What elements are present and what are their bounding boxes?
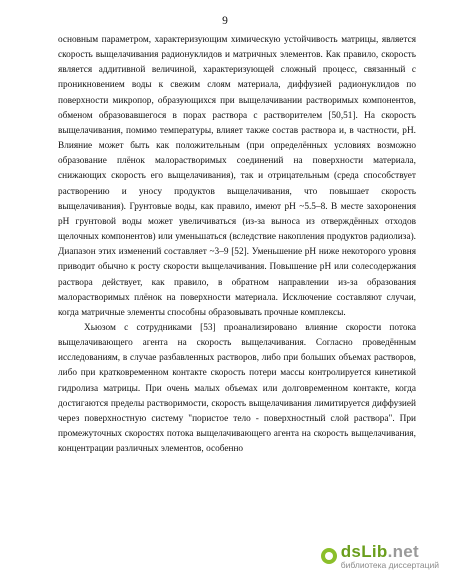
dslib-watermark: [319, 541, 443, 572]
watermark-brand: [341, 543, 439, 560]
leaf-circle-icon: [321, 548, 337, 564]
watermark-brand-tld: .net: [387, 541, 420, 561]
paragraph-1: основным параметром, характеризующим химическую устойчивость матрицы, является скорость выщелачивания радионуклидов и матричных элементов. Как правило, скорость является аддитивной величиной, характеризующей сложный процесс, связанный с проникновением воды к свежим слоям материала, диффузией радионуклидов по поверхности микропор, образующихся при выщелачивании растворимых компонентов, обменом образовавшегося в порах раствора с растворителем [50,51]. На скорость выщелачивания, помимо температуры, влияет также состав раствора и, в частности, рН. Влияние может быть как положительным (при определённых условиях возможно образование плёнок малорастворимых соединений на поверхности материала, снижающих скорость его выщелачивания), так и отрицательным (среда способствует растворению и уносу продуктов выщелачивания, что повышает скорость выщелачивания). Грунтовые воды, как правило, имеют рН ~5.5–8. В месте захоронения рН грунтовой воды может увеличиваться (из-за выноса из отверждённых отходов щелочных компонентов) или уменьшаться (вследствие накопления продуктов радиолиза). Диапазон этих изменений составляет ~3–9 [52]. Уменьшение рН ниже некоторого уровня приводит обычно к росту скорости выщелачивания. Повышение рН или солесодержания раствора действует, как правило, в обратном направлении из-за образования малорастворимых плёнок на поверхности материала. Исключение составляют случаи, когда матричные элементы способны образовывать прочные комплексы.: [58, 35, 416, 318]
document-body: [58, 33, 416, 457]
page-number: 9: [222, 15, 228, 27]
paragraph-2: Хьюзом с сотрудниками [53] проанализировано влияние скорости потока выщелачивающего агента на скорость выщелачивания. Согласно проведённым исследованиям, в случае разбавленных растворов, либо при больших объемах растворов, либо при кратковременном контакте скорость потери массы контролируется кинетикой гидролиза матрицы. При очень малых объемах или долговременном контакте, когда достигаются пределы растворимости, скорость выщелачивания лимитируется диффузией через поверхностную систему "пористое тело - поверхностный слой раствора". При промежуточных скоростях потока выщелачивающего агента на скорость выщелачивания, концентрации различных элементов, особенно: [58, 322, 416, 455]
watermark-subtitle: библиотека диссертаций: [340, 559, 439, 570]
watermark-brand-main: dsLib: [340, 541, 388, 561]
watermark-text: [341, 543, 439, 570]
